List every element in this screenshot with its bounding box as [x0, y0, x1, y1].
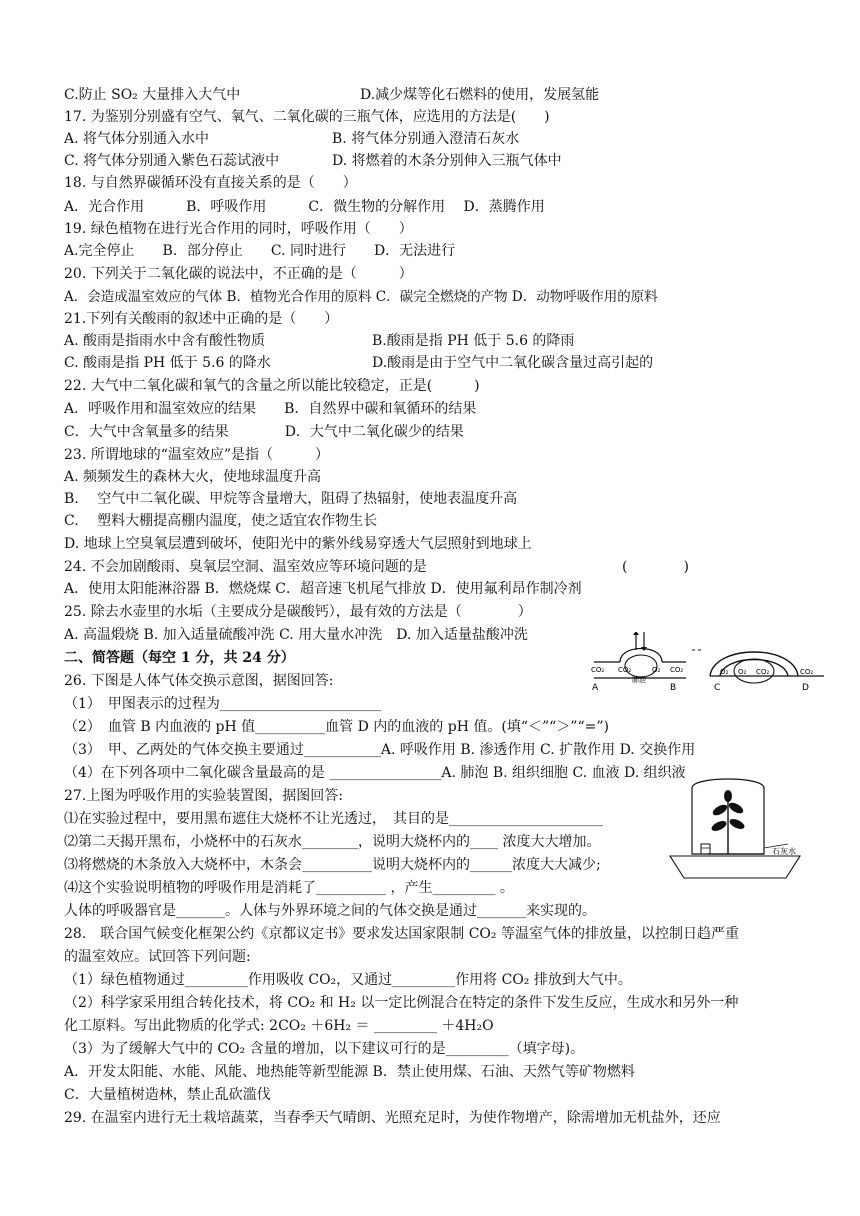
vessel-d-label: D: [802, 683, 809, 693]
section-2-heading: 二、简答题（每空 1 分，共 24 分）: [64, 650, 295, 666]
plant-icon: [710, 790, 746, 854]
o2-label-tissue-inner: O₂: [738, 668, 747, 676]
o2-label-inner: O₂: [652, 666, 661, 674]
o2-label-tissue-left: O₂: [720, 668, 729, 676]
q17-option-b: B. 将气体分别通入澄清石灰水: [332, 131, 520, 147]
q24-answer-paren: ( ): [622, 559, 689, 575]
vessel-b-label: B: [670, 683, 677, 693]
q22-options-ab: A．呼吸作用和温室效应的结果 B．自然界中碳和氧循环的结果: [64, 401, 477, 417]
q24-options: A．使用太阳能淋浴器 B．燃烧煤 C．超音速飞机尾气排放 D．使用氟利昂作制冷剂: [64, 581, 582, 597]
q25-stem: 25. 除去水壶里的水垢（主要成分是碳酸钙），最有效的方法是（ ）: [64, 604, 532, 620]
q16-option-c: C.防止 SO₂ 大量排入大气中: [64, 87, 241, 103]
q26-part-2: （2） 血管 B 内血液的 pH 值__________血管 D 内的血液的 pH 值。(填“＜”“＞”“=”): [64, 719, 609, 735]
q28-stem: 28. 联合国气候变化框架公约《京都议定书》要求发达国家限制 CO₂ 等温室气体的排放量，以控制日趋严重: [64, 926, 739, 942]
q17-option-d: D. 将燃着的木条分别伸入三瓶气体中: [332, 153, 562, 169]
vessel-a-label: A: [592, 683, 599, 693]
q28-part-3-option-c: C．大量植树造林，禁止乱砍滥伐: [64, 1087, 271, 1103]
q28-part-2-cont: 化工原料。写出此物质的化学式: 2CO₂ ＋6H₂ ＝ _________ ＋4H₂O: [64, 1018, 494, 1034]
q28-part-3: （3）为了缓解大气中的 CO₂ 含量的增加，以下建议可行的是_________（填字母)。: [64, 1041, 585, 1057]
co2-label-tissue-inner: CO₂: [756, 668, 770, 676]
tissue-exchange-figure: [710, 652, 824, 693]
q17-option-a: A. 将气体分别通入水中: [64, 131, 210, 147]
q18-options: A．光合作用 B．呼吸作用 C．微生物的分解作用 D．蒸腾作用: [64, 199, 545, 215]
respiration-experiment-figure: [668, 778, 836, 880]
q29-stem: 29. 在温室内进行无土栽培蔬菜，当春季天气晴朗、光照充足时，为使作物增产，除需增加无机盐外，还应: [64, 1110, 721, 1126]
gas-exchange-diagram: [588, 632, 824, 694]
q19-options: A.完全停止 B．部分停止 C. 同时进行 D．无法进行: [64, 243, 456, 259]
q22-options-cd: C．大气中含氧量多的结果 D．大气中二氧化碳少的结果: [64, 424, 464, 440]
q26-part-1: （1） 甲图表示的过程为_______________________: [64, 696, 381, 712]
q20-stem: 20. 下列关于二氧化碳的说法中，不正确的是（ ）: [64, 266, 413, 282]
q24-stem: 24. 不会加剧酸雨、臭氧层空洞、温室效应等环境问题的是: [64, 559, 427, 575]
q28-part-1: （1）绿色植物通过_________作用吸收 CO₂，又通过_________作用将 CO₂ 排放到大气中。: [64, 972, 632, 988]
q21-option-b: B.酸雨是指 PH 低于 5.6 的降雨: [372, 333, 575, 349]
q18-stem: 18. 与自然界碳循环没有直接关系的是（ ）: [64, 175, 357, 191]
q26-stem: 26. 下图是人体气体交换示意图，据图回答:: [64, 673, 334, 689]
q21-option-c: C. 酸雨是指 PH 低于 5.6 的降水: [64, 355, 271, 371]
small-beaker-icon: [701, 844, 710, 854]
q19-stem: 19. 绿色植物在进行光合作用的同时，呼吸作用（ ）: [64, 221, 413, 237]
q21-option-d: D.酸雨是由于空气中二氧化碳含量过高引起的: [372, 355, 654, 371]
alveolus-label: 肺泡: [632, 676, 646, 684]
q23-option-b: B. 空气中二氧化碳、甲烷等含量增大，阻碍了热辐射，使地表温度升高: [64, 491, 518, 507]
q21-option-a: A. 酸雨是指雨水中含有酸性物质: [64, 333, 266, 349]
q27-part-4: ⑷这个实验说明植物的呼吸作用是消耗了__________ ，产生_________ 。: [64, 880, 514, 896]
q27-stem: 27.上图为呼吸作用的实验装置图，据图回答:: [64, 788, 343, 804]
q20-options: A．会造成温室效应的气体 B．植物光合作用的原料 C．碳完全燃烧的产物 D．动物呼吸作用的原料: [64, 289, 658, 305]
q17-option-c: C. 将气体分别通入紫色石蕊试液中: [64, 153, 280, 169]
pot-tray: [670, 856, 800, 878]
q27-part-2: ⑵第二天揭开黑布，小烧杯中的石灰水________，说明大烧杯内的____ 浓度大大增加。: [64, 834, 601, 850]
q26-part-3: （3） 甲、乙两处的气体交换主要通过___________A. 呼吸作用 B. 渗透作用 C. 扩散作用 D. 交换作用: [64, 742, 696, 758]
q21-stem: 21.下列有关酸雨的叙述中正确的是（ ）: [64, 311, 339, 327]
co2-label-right: CO₂: [670, 666, 684, 674]
q23-option-c: C. 塑料大棚提高棚内温度，使之适宜农作物生长: [64, 513, 378, 529]
q28-stem-cont: 的温室效应。试回答下列问题:: [64, 949, 251, 965]
q27-part-5: 人体的呼吸器官是_______。人体与外界环境之间的气体交换是通过_______来实现的。: [64, 903, 596, 919]
alveolus-exchange-figure: [591, 632, 704, 693]
q23-option-a: A. 频频发生的森林大火，使地球温度升高: [64, 469, 322, 485]
co2-label-tissue-right: CO₂: [800, 668, 814, 676]
vessel-c-label: C: [714, 683, 721, 693]
q27-part-3: ⑶将燃烧的木条放入大烧杯中，木条会__________说明大烧杯内的______浓度大大减少;: [64, 857, 601, 873]
q23-stem: 23. 所谓地球的“温室效应”是指（ ）: [64, 447, 330, 463]
q28-part-2: （2）科学家采用组合转化技术，将 CO₂ 和 H₂ 以一定比例混合在特定的条件下发生反应，生成水和另外一种: [64, 995, 739, 1011]
q27-part-1: ⑴在实验过程中，要用黑布遮住大烧杯不让光透过， 其目的是______________________: [64, 811, 603, 827]
q16-option-d: D.减少煤等化石燃料的使用，发展氢能: [360, 87, 600, 103]
q26-part-4: （4）在下列各项中二氧化碳含量最高的是 ________________A. 肺泡 B. 组织细胞 C. 血液 D. 组织液: [64, 765, 686, 781]
q25-options: A. 高温煅烧 B. 加入适量硫酸冲洗 C. 用大量水冲洗 D. 加入适量盐酸冲洗: [64, 627, 528, 643]
co2-label-inner: CO₂: [618, 666, 632, 674]
q17-stem: 17. 为鉴别分别盛有空气、氧气、二氧化碳的三瓶气体，应选用的方法是( ): [64, 109, 550, 125]
q23-option-d: D. 地球上空臭氧层遭到破坏，使阳光中的紫外线易穿透大气层照射到地球上: [64, 536, 532, 552]
q28-part-3-option-ab: A．开发太阳能、水能、风能、地热能等新型能源 B．禁止使用煤、石油、天然气等矿物燃料: [64, 1064, 635, 1080]
co2-label-left: CO₂: [591, 666, 605, 674]
q22-stem: 22. 大气中二氧化碳和氧气的含量之所以能比较稳定，正是( ): [64, 378, 480, 394]
limewater-label: 石灰水: [772, 847, 796, 856]
